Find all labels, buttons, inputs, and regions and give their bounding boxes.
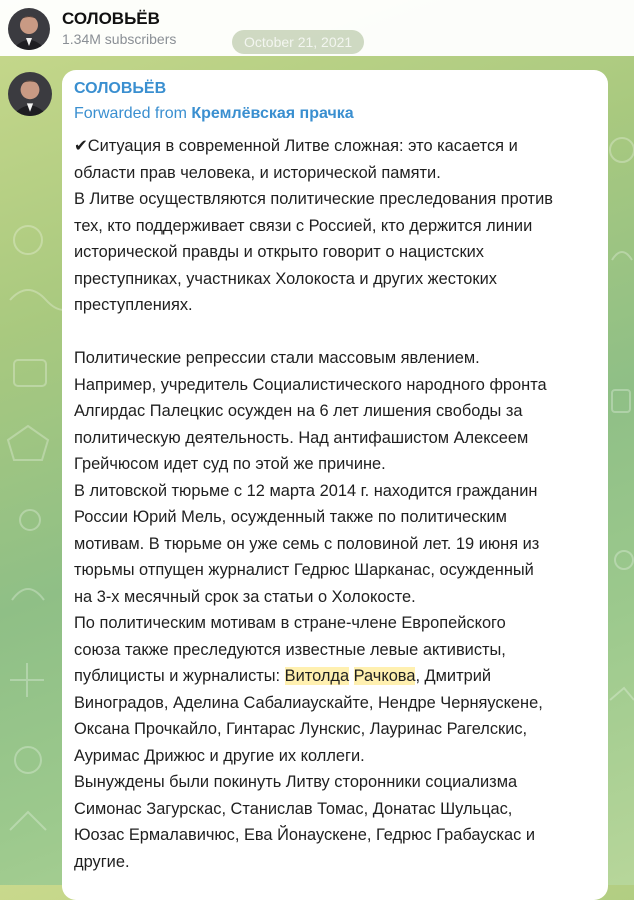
text-line: области прав человека, и исторической памяти. bbox=[74, 163, 441, 182]
forwarded-header bbox=[74, 105, 354, 123]
message-sender-avatar[interactable] bbox=[8, 72, 52, 116]
text-line: Виноградов, Аделина Сабалиаускайте, Нендре Черняускене, bbox=[74, 693, 543, 712]
text-fragment: публицисты и журналисты: bbox=[74, 667, 285, 685]
text-line: Юозас Ермалавичюс, Ева Йонаускене, Гедрюс Грабаускас и bbox=[74, 826, 536, 844]
search-highlight: Рачкова bbox=[353, 667, 416, 685]
forwarded-prefix: Forwarded from bbox=[74, 105, 192, 122]
text-line: союза также преследуются известные левые активисты, bbox=[74, 640, 506, 659]
text-line bbox=[74, 663, 594, 690]
text-line: Алгирдас Палецкис осужден на 6 лет лишения свободы за bbox=[74, 402, 523, 420]
message-sender-name[interactable]: СОЛОВЬЁВ bbox=[74, 80, 167, 97]
text-line: мотивам. В тюрьме он уже семь с половиной лет. 19 июня из bbox=[74, 534, 540, 553]
text-line: Например, учредитель Социалистического народного фронта bbox=[74, 375, 547, 394]
text-line: тех, кто поддерживает связи с Россией, кто держится линии bbox=[74, 216, 533, 235]
text-line: По политическим мотивам в стране-члене Европейского bbox=[74, 614, 506, 632]
text-line: Симонас Загурскас, Станислав Томас, Донатас Шульцас, bbox=[74, 799, 513, 818]
subscriber-count: 1.34M subscribers bbox=[62, 31, 177, 47]
text-line: Оксана Прочкайло, Гинтарас Лунскис, Лауринас Рагелскис, bbox=[74, 720, 528, 738]
text-line: на 3-х месячный срок за статьи о Холокосте. bbox=[74, 587, 416, 606]
text-line: исторической правды и открыто говорит о нацистских bbox=[74, 243, 484, 261]
text-line-content: Ситуация в современной Литве сложная: это касается и bbox=[87, 137, 518, 155]
search-highlight: Витолда bbox=[284, 667, 350, 685]
text-line: Грейчюсом идет суд по этой же причине. bbox=[74, 455, 386, 473]
message-bubble[interactable] bbox=[62, 70, 608, 900]
text-fragment: , Дмитрий bbox=[415, 667, 492, 685]
text-line bbox=[74, 133, 594, 160]
text-line: России Юрий Мель, осужденный также по политическим bbox=[74, 508, 507, 526]
text-line: политическую деятельность. Над антифашистом Алексеем bbox=[74, 428, 529, 447]
text-line: Вынуждены были покинуть Литву сторонники социализма bbox=[74, 773, 518, 791]
text-line: Политические репрессии стали массовым явлением. bbox=[74, 349, 480, 367]
text-line: преступниках, участниках Холокоста и других жестоких bbox=[74, 269, 497, 288]
message-text bbox=[74, 133, 594, 875]
channel-title: СОЛОВЬЁВ bbox=[62, 9, 160, 28]
check-icon: ✔ bbox=[74, 137, 88, 155]
text-line: преступлениях. bbox=[74, 296, 193, 314]
text-line: В литовской тюрьме с 12 марта 2014 г. находится гражданин bbox=[74, 481, 538, 500]
text-fragment bbox=[349, 667, 354, 685]
text-line: Ауримас Дрижюс и другие их коллеги. bbox=[74, 746, 365, 765]
paragraph-gap bbox=[74, 319, 594, 346]
text-line: В Литве осуществляются политические преследования против bbox=[74, 190, 553, 208]
channel-avatar[interactable] bbox=[8, 8, 50, 50]
text-line: тюрьмы отпущен журналист Гедрюс Шарканас, осужденный bbox=[74, 561, 534, 579]
text-line: другие. bbox=[74, 852, 130, 871]
date-badge: October 21, 2021 bbox=[232, 30, 364, 54]
forwarded-source-link[interactable]: Кремлёвская прачка bbox=[191, 105, 354, 122]
